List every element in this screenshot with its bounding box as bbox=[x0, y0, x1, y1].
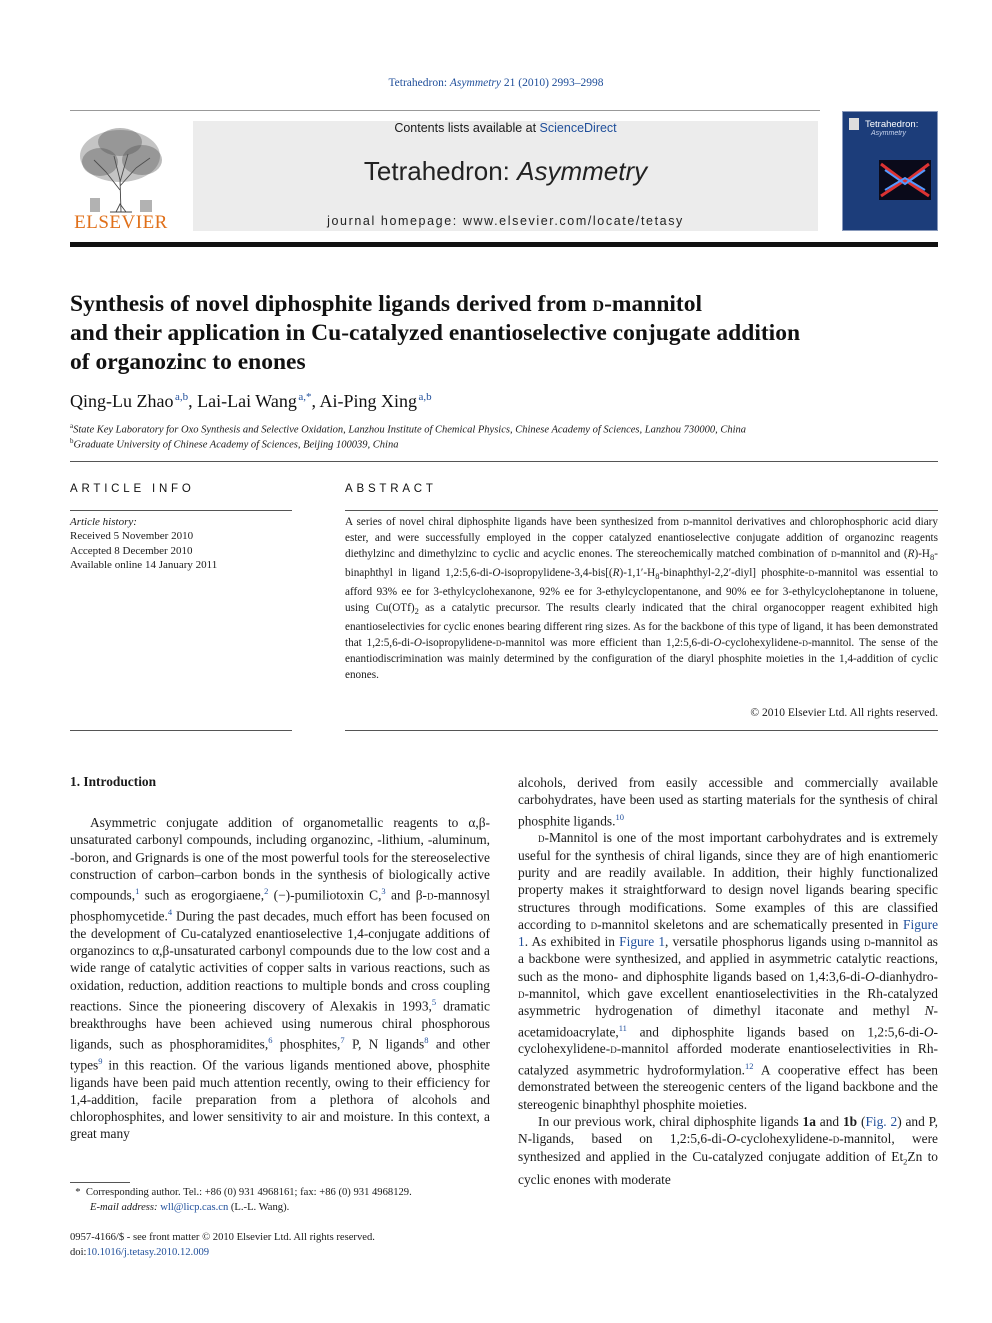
body-column-left: Asymmetric conjugate addition of organometallic reagents to α,β-unsaturated carbonyl compounds, including organozinc, -lithium, -aluminum, -boron, and Grignards is one of the most powerful tools for the stereoselective construction of carbon–carbon bonds in the synthesis of biologically active compounds,$^1$ such as erogorgiaene,$^2$ (−)-pumiliotoxin C,$^3$ and β-d-mannosyl phosphomycetide.$^4$ During the past decades, much effort has been focused on the development of Cu-catalyzed enantioselective 1,4-conjugate additions of organozincs to α,β-unsaturated carbonyl compounds due to the low cost and a wide range of catalytic activities of copper salts in various reactions, such as oxidation, reduction, addition reactions to multiple bonds and cross coupling reactions. Since the pioneering discovery of Alexakis in 1993,$^5$ dramatic breakthroughs have been achieved using numerous chiral phosphorous ligands, such as phosphoramidites,$^6$ phosphites,$^7$ P, N ligands$^8$ and other types$^9$ in this reaction. Of the various ligands mentioned above, phosphite ligands have been paid much attention recently, owing to their efficiency for 1,4-addition, facile preparation from a plethora of alcohols and chlorophosphites, and lower sensitivity to air and moisture. In this context, a great many bbox=[70, 815, 490, 1142]
citation-line bbox=[0, 77, 992, 89]
doi-link[interactable]: 10.1016/j.tetasy.2010.12.009 bbox=[86, 1246, 210, 1258]
masthead-rule bbox=[70, 242, 938, 247]
introduction-heading: 1. Introduction bbox=[70, 774, 157, 789]
author-name: Lai-Lai Wang bbox=[197, 391, 297, 411]
article-info-heading: ARTICLE INFO bbox=[70, 483, 195, 495]
info-rule bbox=[70, 510, 292, 511]
abstract-copyright: © 2010 Elsevier Ltd. All rights reserved. bbox=[750, 707, 938, 719]
info-bottom-rule bbox=[70, 730, 292, 731]
cover-subtitle: Asymmetry bbox=[871, 130, 906, 137]
contents-line: Contents lists available at ScienceDirect bbox=[394, 121, 617, 135]
author-affiliation-link[interactable]: a,* bbox=[298, 391, 312, 403]
cover-title: Tetrahedron: bbox=[865, 119, 919, 130]
affiliation-a: $^a$State Key Laboratory for Oxo Synthesis and Selective Oxidation, Lanzhou Institute of Chemical Physics, Chinese Academy of Sciences, Lanzhou 730000, China bbox=[70, 422, 746, 436]
abstract-bottom-rule bbox=[345, 730, 938, 731]
affiliation-b: $^b$Graduate University of Chinese Academy of Sciences, Beijing 100039, China bbox=[70, 437, 399, 451]
journal-name: Tetrahedron: Asymmetry bbox=[363, 156, 648, 186]
author-name: Qing-Lu Zhao bbox=[70, 391, 174, 411]
author-list: Qing-Lu Zhao $^{a,b}$, Lai-Lai Wang $^{a,*}$, Ai-Ping Xing $^{a,b}$ bbox=[70, 391, 432, 411]
corresponding-author-footnote: * Corresponding author. Tel.: +86 (0) 931 4968161; fax: +86 (0) 931 4968129. E-mail address: wll@licp.cas.cn (L.-L. Wang). bbox=[75, 1187, 412, 1213]
author-affiliation-link[interactable]: a,b bbox=[418, 391, 432, 403]
section-rule bbox=[70, 461, 938, 462]
cover-graphic bbox=[879, 160, 931, 200]
author-affiliation-link[interactable]: a,b bbox=[175, 391, 189, 403]
journal-homepage-link[interactable]: journal homepage: www.elsevier.com/locate/tetasy bbox=[327, 214, 684, 228]
journal-cover-image bbox=[842, 111, 938, 231]
author-name: Ai-Ping Xing bbox=[319, 391, 418, 411]
abstract-heading: ABSTRACT bbox=[345, 483, 437, 495]
email-link[interactable]: wll@licp.cas.cn bbox=[160, 1201, 229, 1213]
footnote-rule bbox=[70, 1182, 130, 1183]
header-rule bbox=[70, 110, 820, 111]
citation-journal-link[interactable]: Tetrahedron: Asymmetry 21 (2010) 2993–2998 bbox=[388, 77, 604, 89]
publisher-wordmark: ELSEVIER bbox=[74, 212, 168, 233]
journal-masthead bbox=[193, 121, 818, 231]
article-title: Synthesis of novel diphosphite ligands derived from d-mannitol and their application in Cu-catalyzed enantioselective conjugate addition of organozinc to enones bbox=[70, 291, 801, 375]
article-history: Article history: Received 5 November 2010 Accepted 8 December 2010 Available online 14 January 2011 bbox=[70, 516, 218, 571]
abstract-rule bbox=[345, 510, 938, 511]
abstract-text: A series of novel chiral diphosphite ligands have been synthesized from d-mannitol derivatives and chlorophosphoric acid diary ester, and were successfully employed in the copper catalyzed enantioselective conjugate addition of organozinc reagents diethylzinc and dimethylzinc to cyclic and acyclic enones. The stereochemically matched combination of d-mannitol and $(R)-H_8$-binaphthyl in ligand $1,2:5,6-di-O-isopropylidene-3,4-bis[(R)-1,1'-H_8-binaphthyl-2,2'-diyl]$ phosphite-d-mannitol was essential to afford 93% ee for 3-ethylcyclohexanone, 92% ee for 3-ethylcyclopentanone, and 90% ee for 3-ethylcycloheptanone in toluene, using $Cu(OTf)_2$ as a catalytic precursor. The results clearly indicated that the chiral organocopper reagent exhibited high enantioselectivies for cyclic enones bearing different ring sizes. As for the backbone of this type of ligand, it has been demonstrated that 1,2:5,6-di-O-isopropylidene-d-mannitol was more efficient than 1,2:5,6-di-O-cyclohexylidene-d-mannitol. The sense of the enantiodiscrimination was mainly determined by the configuration of the diaryl phosphite moieties in the 1,4-addition of cyclic enones. bbox=[345, 516, 939, 681]
body-column-right: alcohols, derived from easily accessible and commercially available carbohydrates, have been used as starting materials for the synthesis of chiral phosphite ligands.$^{10}$ d-Mannitol is one of the most important carbohydrates and is extremely useful for the synthesis of chiral ligands, since they are of high enantiomeric purity and are readily available. In addition, their highly functionalized property makes it straightforward to design novel ligands bearing specific structures through modifications. Some examples of this are classified according to d-mannitol skeletons and are schematically presented in Figure 1. As exhibited in Figure 1, versatile phosphorus ligands using d-mannitol as a backbone were synthesized, and applied in asymmetric catalytic reactions, such as the mono- and diphosphite ligands based on 1,4:3,6-di-O-dianhydro-d-mannitol, which gave excellent enantioselectivities in the Rh-catalyzed asymmetric hydrogenation of dimethyl itaconate and methyl N-acetamidoacrylate,$^{11}$ and diphosphite ligands based on 1,2:5,6-di-O-cyclohexylidene-d-mannitol afforded moderate enantioselectivities in Rh-catalyzed asymmetric hydroformylation.$^{12}$ A cooperative effect has been demonstrated between the stereogenic centers of the ligand backbone and the stereogenic binaphthyl phosphite moieties. In our previous work, chiral diphosphite ligands 1a and 1b (Fig. 2) and P, N-ligands, based on 1,2:5,6-di-O-cyclohexylidene-d-mannitol, were synthesized and applied in the Cu-catalyzed conjugate addition of $Et_2Zn$ to cyclic enones with moderate bbox=[518, 775, 939, 1187]
sciencedirect-link[interactable]: ScienceDirect bbox=[539, 121, 617, 135]
issn-doi: 0957-4166/$ - see front matter © 2010 Elsevier Ltd. All rights reserved. doi:10.1016/j.tetasy.2010.12.009 bbox=[70, 1232, 375, 1258]
